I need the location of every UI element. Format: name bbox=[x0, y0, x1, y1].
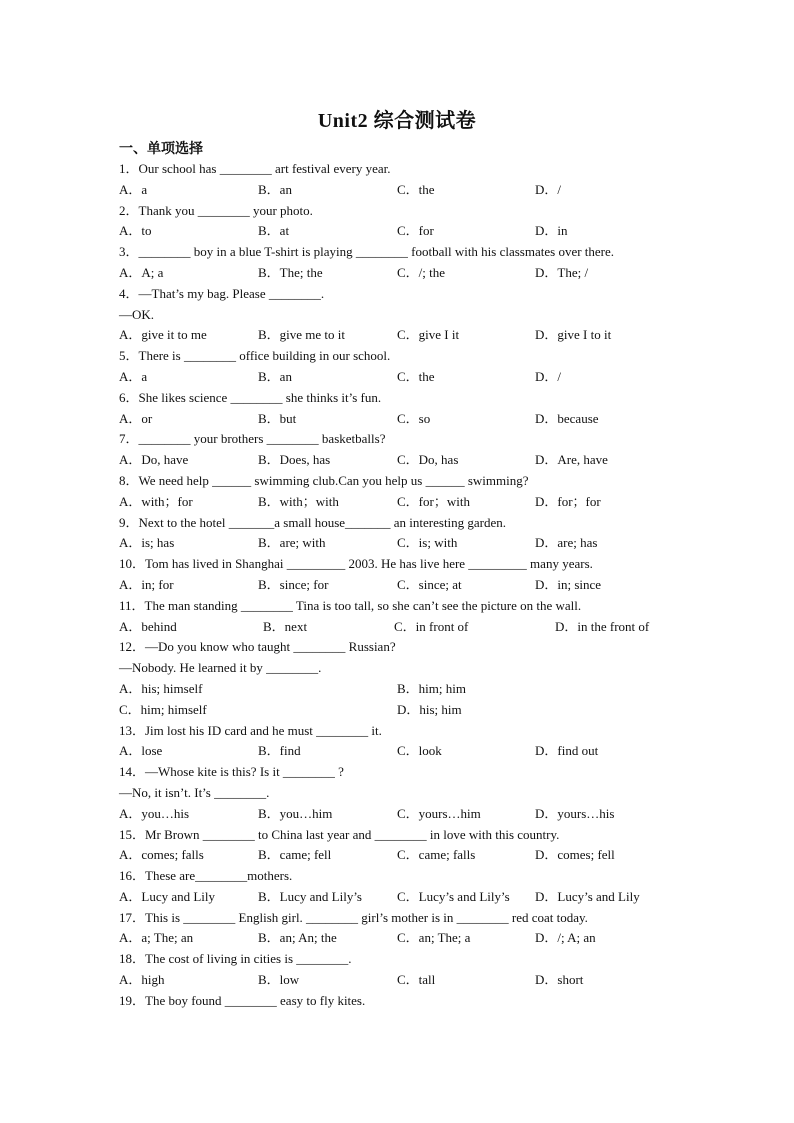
answer-options bbox=[119, 180, 679, 201]
answer-option: B．him; him bbox=[397, 680, 466, 696]
question-line: 13．Jim lost his ID card and he must ________ it. bbox=[119, 722, 382, 738]
answer-option: A．high bbox=[119, 972, 165, 988]
answer-options bbox=[119, 887, 679, 908]
answer-option: C．so bbox=[397, 410, 431, 426]
answer-option: D．in bbox=[535, 223, 568, 239]
answer-options bbox=[119, 409, 679, 430]
question-list bbox=[119, 159, 679, 1012]
answer-options bbox=[119, 492, 679, 513]
answer-option: C．the bbox=[397, 181, 435, 197]
answer-option: B．an; An; the bbox=[258, 930, 337, 946]
answer-option: C．in front of bbox=[394, 618, 469, 634]
answer-option: B．at bbox=[258, 223, 290, 239]
answer-option: D．/ bbox=[535, 368, 562, 384]
answer-option: D．Lucy’s and Lily bbox=[535, 888, 640, 904]
question-line: 11．The man standing ________ Tina is too tall, so she can’t see the picture on the wall. bbox=[119, 597, 582, 613]
answer-option: C．for；with bbox=[397, 493, 470, 509]
question-line: 8．We need help ______ swimming club.Can you help us ______ swimming? bbox=[119, 472, 529, 488]
answer-option: C．/; the bbox=[397, 264, 446, 280]
answer-option: C．the bbox=[397, 368, 435, 384]
answer-option: D．his; him bbox=[397, 701, 462, 717]
answer-option: D．give I to it bbox=[535, 327, 612, 343]
answer-option: C．give I it bbox=[397, 327, 460, 343]
answer-option: B．next bbox=[263, 618, 308, 634]
answer-option: B．low bbox=[258, 972, 300, 988]
answer-option: B．you…him bbox=[258, 805, 333, 821]
answer-option: C．an; The; a bbox=[397, 930, 471, 946]
answer-option: A．or bbox=[119, 410, 153, 426]
question-line: 2．Thank you ________ your photo. bbox=[119, 202, 313, 218]
answer-option: A．Do, have bbox=[119, 452, 189, 468]
answer-option: C．look bbox=[397, 743, 442, 759]
question-line: 17．This is ________ English girl. ________ girl’s mother is in ________ red coat today. bbox=[119, 909, 588, 925]
question-line: 12．—Do you know who taught ________ Russian? bbox=[119, 639, 396, 655]
answer-options bbox=[119, 325, 679, 346]
section-heading: 一、单项选择 bbox=[119, 142, 203, 157]
answer-option: A．comes; falls bbox=[119, 847, 204, 863]
answer-options bbox=[119, 575, 679, 596]
question-line: —No, it isn’t. It’s ________. bbox=[119, 784, 270, 800]
answer-option: D．for；for bbox=[535, 493, 601, 509]
answer-options bbox=[119, 450, 679, 471]
answer-option: C．Do, has bbox=[397, 452, 459, 468]
question-line: 6．She likes science ________ she thinks it’s fun. bbox=[119, 389, 382, 405]
answer-option: C．him; himself bbox=[119, 701, 207, 717]
answer-option: C．is; with bbox=[397, 535, 458, 551]
answer-options bbox=[119, 533, 679, 554]
answer-option: B．an bbox=[258, 181, 292, 197]
answer-option: D．comes; fell bbox=[535, 847, 615, 863]
answer-option: A．give it to me bbox=[119, 327, 207, 343]
question-line: 3．________ boy in a blue T-shirt is playing ________ football with his classmates over there. bbox=[119, 244, 615, 260]
answer-options bbox=[119, 221, 679, 242]
answer-option: C．Lucy’s and Lily’s bbox=[397, 888, 510, 904]
page-title: Unit2 综合测试卷 bbox=[317, 110, 477, 132]
answer-option: B．give me to it bbox=[258, 327, 346, 343]
answer-option: B．but bbox=[258, 410, 297, 426]
answer-options bbox=[119, 804, 679, 825]
answer-option: B．came; fell bbox=[258, 847, 332, 863]
answer-option: D．Are, have bbox=[535, 452, 608, 468]
answer-option: B．Does, has bbox=[258, 452, 331, 468]
answer-option: A．to bbox=[119, 223, 152, 239]
answer-option: B．with；with bbox=[258, 493, 339, 509]
answer-option: D．short bbox=[535, 972, 584, 988]
answer-option: B．an bbox=[258, 368, 292, 384]
answer-options bbox=[119, 679, 679, 700]
answer-option: D．in the front of bbox=[555, 618, 650, 634]
answer-option: C．came; falls bbox=[397, 847, 476, 863]
answer-option: A．a bbox=[119, 181, 148, 197]
answer-option: C．since; at bbox=[397, 576, 462, 592]
answer-option: C．for bbox=[397, 223, 434, 239]
answer-options bbox=[119, 970, 679, 991]
answer-option: B．are; with bbox=[258, 535, 326, 551]
answer-option: A．a; The; an bbox=[119, 930, 194, 946]
answer-option: A．in; for bbox=[119, 576, 174, 592]
question-line: —OK. bbox=[119, 306, 155, 322]
answer-options bbox=[119, 928, 679, 949]
answer-option: D．/; A; an bbox=[535, 930, 596, 946]
answer-option: A．behind bbox=[119, 618, 177, 634]
answer-option: A．lose bbox=[119, 743, 163, 759]
question-line: 16．These are________mothers. bbox=[119, 868, 293, 884]
answer-option: D．because bbox=[535, 410, 599, 426]
answer-option: B．since; for bbox=[258, 576, 329, 592]
answer-option: B．Lucy and Lily’s bbox=[258, 888, 362, 904]
answer-option: A．his; himself bbox=[119, 680, 203, 696]
answer-option: A．a bbox=[119, 368, 148, 384]
answer-option: D．The; / bbox=[535, 264, 589, 280]
answer-options bbox=[119, 845, 679, 866]
question-line: 9．Next to the hotel _______a small house_______ an interesting garden. bbox=[119, 514, 507, 530]
question-line: 18．The cost of living in cities is ________. bbox=[119, 951, 352, 967]
answer-option: A．Lucy and Lily bbox=[119, 888, 216, 904]
question-line: —Nobody. He learned it by ________. bbox=[119, 660, 322, 676]
answer-option: C．tall bbox=[397, 972, 436, 988]
answer-option: D．in; since bbox=[535, 576, 602, 592]
answer-options bbox=[119, 263, 679, 284]
answer-option: A．A; a bbox=[119, 264, 164, 280]
answer-option: A．is; has bbox=[119, 535, 175, 551]
answer-option: D．/ bbox=[535, 181, 562, 197]
answer-options bbox=[119, 700, 679, 721]
answer-option: A．with；for bbox=[119, 493, 193, 509]
question-line: 19．The boy found ________ easy to fly kites. bbox=[119, 992, 366, 1008]
answer-option: A．you…his bbox=[119, 805, 190, 821]
answer-option: C．yours…him bbox=[397, 805, 481, 821]
answer-option: D．find out bbox=[535, 743, 599, 759]
question-line: 1．Our school has ________ art festival every year. bbox=[119, 161, 391, 176]
answer-option: B．The; the bbox=[258, 264, 323, 280]
answer-option: D．are; has bbox=[535, 535, 598, 551]
question-line: 10．Tom has lived in Shanghai _________ 2003. He has live here _________ many years. bbox=[119, 556, 593, 572]
question-line: 5．There is ________ office building in our school. bbox=[119, 348, 391, 364]
question-line: 4．—That’s my bag. Please ________. bbox=[119, 285, 325, 301]
question-line: 14．—Whose kite is this? Is it ________ ? bbox=[119, 764, 344, 780]
question-line: 15．Mr Brown ________ to China last year and ________ in love with this country. bbox=[119, 826, 560, 842]
answer-options bbox=[119, 367, 679, 388]
answer-options bbox=[119, 617, 679, 638]
question-line: 7．________ your brothers ________ basketballs? bbox=[119, 431, 386, 447]
answer-option: D．yours…his bbox=[535, 805, 615, 821]
answer-options bbox=[119, 741, 679, 762]
answer-option: B．find bbox=[258, 743, 301, 759]
